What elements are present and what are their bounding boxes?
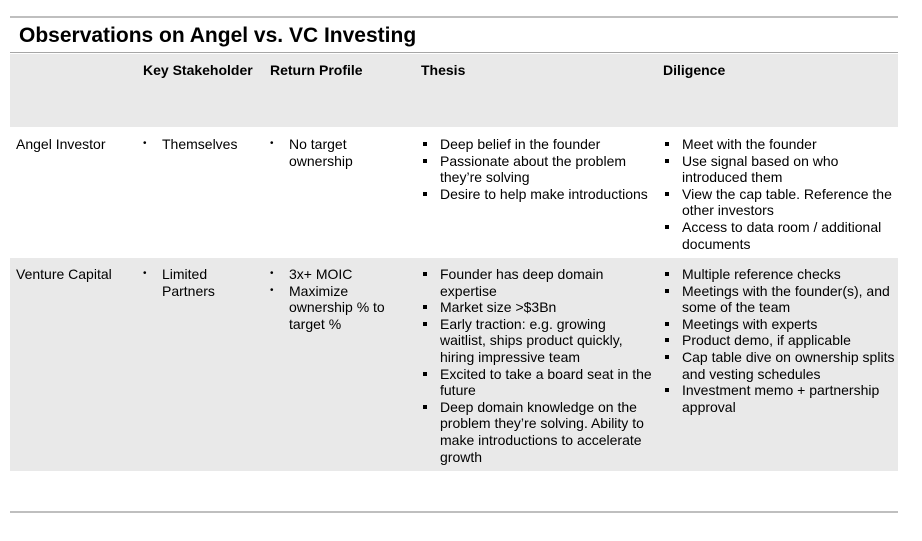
list-item: Meet with the founder	[663, 136, 895, 153]
list-item: Market size >$3Bn	[421, 299, 653, 316]
list-item: Passionate about the problem they’re solving	[421, 153, 653, 186]
bottom-rule	[10, 511, 898, 513]
list-item: Investment memo + partnership approval	[663, 382, 895, 415]
list-item: Excited to take a board seat in the future	[421, 366, 653, 399]
header-thesis: Thesis	[421, 62, 466, 78]
row-label-angel: Angel Investor	[16, 136, 106, 152]
list-item: Use signal based on who introduced them	[663, 153, 895, 186]
list-item: Multiple reference checks	[663, 266, 895, 283]
angel-diligence-cell	[663, 136, 895, 252]
vc-return-cell	[270, 266, 410, 332]
top-rule	[10, 16, 898, 18]
header-key-stakeholder: Key Stakeholder	[143, 62, 253, 78]
header-diligence: Diligence	[663, 62, 726, 78]
list-item: Deep belief in the founder	[421, 136, 653, 153]
row-label-vc: Venture Capital	[16, 266, 112, 282]
list-item: Product demo, if applicable	[663, 332, 895, 349]
vc-diligence-cell	[663, 266, 895, 415]
list-item: Access to data room / additional documents	[663, 219, 895, 252]
list-item: View the cap table. Reference the other investors	[663, 186, 895, 219]
list-item: Cap table dive on ownership splits and vesting schedules	[663, 349, 895, 382]
angel-stakeholder-cell	[143, 136, 258, 153]
list-item: Deep domain knowledge on the problem they’re solving. Ability to make introductions to accelerate growth	[421, 399, 653, 465]
list-item: • Themselves	[143, 136, 258, 153]
header-return-profile: Return Profile	[270, 62, 363, 78]
page-title: Observations on Angel vs. VC Investing	[19, 24, 417, 47]
list-item: Desire to help make introductions	[421, 186, 653, 203]
list-item: Meetings with the founder(s), and some of the team	[663, 283, 895, 316]
angel-thesis-cell	[421, 136, 653, 202]
list-item: • Limited Partners	[143, 266, 258, 299]
vc-stakeholder-cell	[143, 266, 258, 299]
list-item: Early traction: e.g. growing waitlist, ships product quickly, hiring impressive team	[421, 316, 653, 366]
angel-return-cell	[270, 136, 410, 169]
title-divider	[10, 52, 898, 53]
list-item: Founder has deep domain expertise	[421, 266, 653, 299]
list-item: • Maximize ownership % to target %	[270, 283, 410, 333]
vc-thesis-cell	[421, 266, 653, 465]
list-item: • No target ownership	[270, 136, 410, 169]
list-item: • 3x+ MOIC	[270, 266, 410, 283]
list-item: Meetings with experts	[663, 316, 895, 333]
